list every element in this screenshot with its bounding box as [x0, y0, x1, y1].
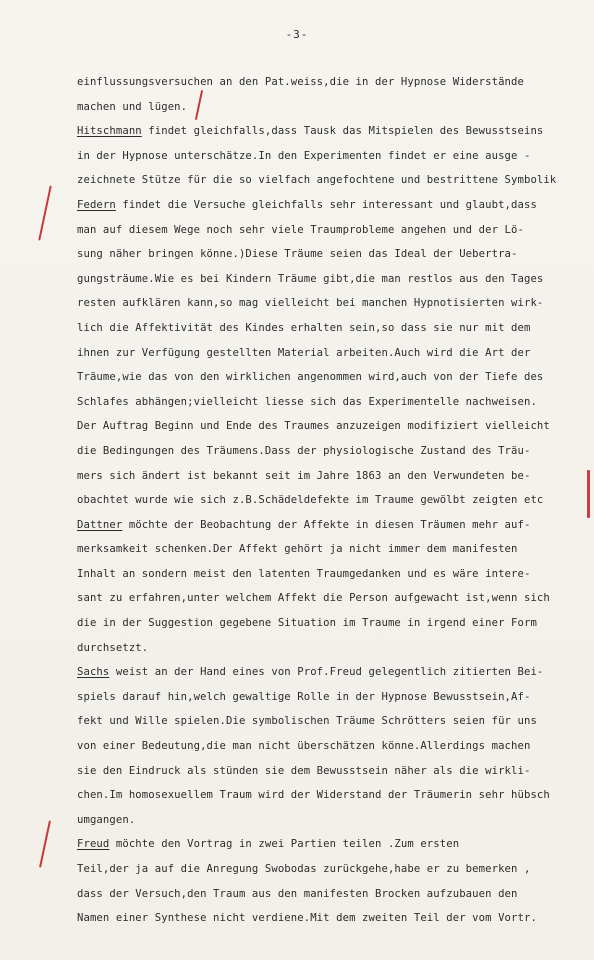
line-text: obachtet wurde wie sich z.B.Schädeldefekte im Traume gewölbt zeigten etc [77, 494, 544, 507]
line-text: Inhalt an sondern meist den latenten Traumgedanken und es wäre intere- [77, 567, 531, 580]
text-line [77, 808, 589, 833]
text-line [77, 316, 589, 341]
line-text: lich die Affektivität des Kindes erhalten sein,so dass sie nur mit dem [77, 321, 531, 334]
text-line [77, 734, 589, 759]
text-line [77, 488, 589, 513]
text-line [77, 857, 589, 882]
text-line [77, 390, 589, 415]
line-text: ihnen zur Verfügung gestellten Material arbeiten.Auch wird die Art der [77, 346, 531, 359]
text-line [77, 906, 589, 931]
text-line [77, 709, 589, 734]
text-line [77, 586, 589, 611]
line-text: zeichnete Stütze für die so vielfach angefochtene und bestrittene Symbolik [77, 174, 557, 187]
line-text: die in der Suggestion gegebene Situation im Traume in irgend einer Form [77, 617, 537, 630]
line-text: die Bedingungen des Träumens.Dass der physiologische Zustand des Träu- [77, 444, 531, 457]
red-margin-mark-freud [39, 820, 51, 867]
text-line [77, 119, 589, 144]
line-text: sie den Eindruck als stünden sie dem Bewusstsein näher als die wirkli- [77, 764, 531, 777]
text-line [77, 144, 589, 169]
line-text: findet die Versuche gleichfalls sehr interessant und glaubt,dass [115, 198, 537, 211]
line-text: möchte der Beobachtung der Affekte in diesen Träumen mehr auf- [122, 518, 531, 531]
text-line [77, 636, 589, 661]
text-line [77, 464, 589, 489]
text-line [77, 95, 589, 120]
text-line [77, 218, 589, 243]
text-line [77, 267, 589, 292]
text-line [77, 168, 589, 193]
text-line [77, 832, 589, 857]
line-text: fekt und Wille spielen.Die symbolischen Träume Schrötters seien für uns [77, 715, 537, 728]
red-margin-mark-federn [38, 185, 52, 240]
line-text: machen und lügen. [77, 100, 188, 113]
text-line [77, 193, 589, 218]
typed-minutes-text [77, 70, 589, 931]
line-text: gungsträume.Wie es bei Kindern Träume gibt,die man restlos aus den Tages [77, 272, 544, 285]
line-text: sung näher bringen könne.)Diese Träume seien das Ideal der Uebertra- [77, 248, 518, 261]
line-text: mers sich ändert ist bekannt seit im Jahre 1863 an den Verwundeten be- [77, 469, 531, 482]
line-text: Der Auftrag Beginn und Ende des Traumes anzuzeigen modifiziert vielleicht [77, 420, 550, 433]
line-text: Schlafes abhängen;vielleicht liesse sich das Experimentelle nachweisen. [77, 395, 537, 408]
line-text: möchte den Vortrag in zwei Partien teilen .Zum ersten [109, 838, 460, 851]
line-text: man auf diesem Wege noch sehr viele Traumprobleme angehen und der Lö- [77, 223, 524, 236]
line-text: umgangen. [77, 813, 136, 826]
line-text: einflussungsversuchen an den Pat.weiss,die in der Hypnose Widerstände [77, 76, 524, 88]
line-text: resten aufklären kann,so mag vielleicht bei manchen Hypnotisierten wirk- [77, 297, 544, 310]
speaker-name: Sachs [77, 666, 110, 679]
page-number: -3- [285, 28, 309, 41]
line-text: sant zu erfahren,unter welchem Affekt die Person aufgewacht ist,wenn sich [77, 592, 550, 605]
line-text: von einer Bedeutung,die man nicht überschätzen könne.Allerdings machen [77, 740, 531, 753]
line-text: dass der Versuch,den Traum aus den manifesten Brocken aufzubauen den [77, 887, 518, 900]
text-line [77, 414, 589, 439]
text-line [77, 242, 589, 267]
line-text: weist an der Hand eines von Prof.Freud gelegentlich zitierten Bei- [109, 666, 544, 679]
speaker-name: Hitschmann [77, 125, 142, 138]
text-line [77, 685, 589, 710]
text-line [77, 611, 589, 636]
line-text: in der Hypnose unterschätze.In den Experimenten findet er eine ausge - [77, 149, 531, 162]
text-line [77, 291, 589, 316]
text-line [77, 759, 589, 784]
text-line [77, 70, 589, 95]
text-line [77, 660, 589, 685]
speaker-name: Dattner [77, 518, 123, 531]
text-line [77, 882, 589, 907]
line-text: merksamkeit schenken.Der Affekt gehört ja nicht immer dem manifesten [77, 543, 518, 556]
text-line [77, 365, 589, 390]
text-line [77, 341, 589, 366]
line-text: durchsetzt. [77, 641, 149, 654]
text-line [77, 783, 589, 808]
line-text: chen.Im homosexuellem Traum wird der Widerstand der Träumerin sehr hübsch [77, 789, 550, 802]
line-text: findet gleichfalls,dass Tausk das Mitspielen des Bewusstseins [141, 125, 544, 138]
text-line [77, 513, 589, 538]
line-text: Teil,der ja auf die Anregung Swobodas zurückgehe,habe er zu bemerken , [77, 863, 531, 875]
text-line [77, 439, 589, 464]
speaker-name: Federn [77, 198, 116, 211]
line-text: spiels darauf hin,welch gewaltige Rolle in der Hypnose Bewusstsein,Af- [77, 690, 531, 703]
line-text: Träume,wie das von den wirklichen angenommen wird,auch von der Tiefe des [77, 371, 544, 384]
text-line [77, 562, 589, 587]
text-line [77, 537, 589, 562]
line-text: Namen einer Synthese nicht verdiene.Mit dem zweiten Teil der vom Vortr. [77, 912, 537, 925]
speaker-name: Freud [77, 838, 110, 851]
